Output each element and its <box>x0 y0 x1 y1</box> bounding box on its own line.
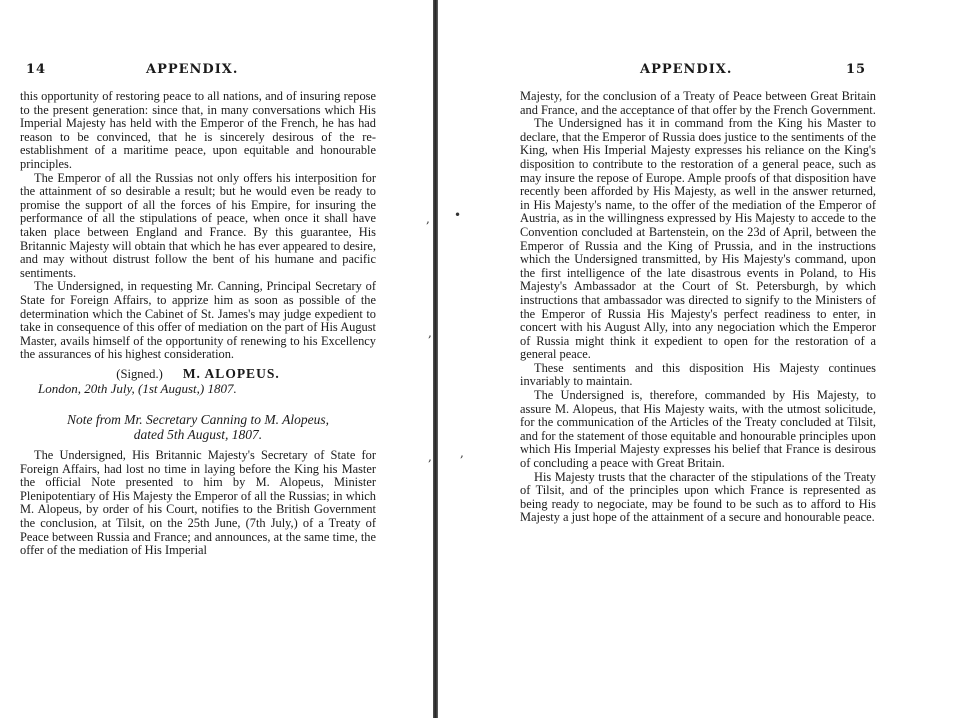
right-running-head: APPENDIX. <box>640 62 733 77</box>
paragraph: The Undersigned has it in command from the King his Master to declare, that the Emperor of Russia does justice to the sentiments of the King, when His Imperial Majesty expresses his reliance on the King's disposition to contribute to the restoration of a general peace, such as may insure the repose of Europe. Ample proofs of that disposition have recently been afforded by His Majesty, as well in the answer returned, in His Majesty's name, to the offer of the mediation of the Emperor of Austria, as in the willingness expressed by His Majesty to accede to the Convention concluded at Bartenstein, on the 23d of April, between the Emperor of Russia and the King of Prussia, and in the instructions which the Undersigned transmitted, by His Majesty's command, upon the first intelligence of the late disastrous events in Poland, to His Majesty's Ambassador at the Court of St. Petersburgh, by which instructions that ambassador was directed to signify to the Ministers of the Emperor of Russia His Majesty's perfect readiness to enter, in concert with his August Ally, into any negociation which the Emperor of Russia might think it expedient to open for the restoration of a general peace. <box>520 116 876 362</box>
left-page-number: 14 <box>26 62 47 77</box>
paragraph: The Undersigned, His Britannic Majesty's Secretary of State for Foreign Affairs, had lost no time in laying before the King his Master the official Note presented to him by M. Alopeus, Minister Plenipotentiary of His Majesty the Emperor of all the Russias; in which M. Alopeus, by order of his Court, notifies to the British Government the conclusion, at Tilsit, on the 25th June, (7th July,) of a Treaty of Peace between Russia and France; and announces, at the same time, the offer of the mediation of His Imperial <box>20 448 376 558</box>
left-page-body <box>20 90 376 558</box>
dateline: London, 20th July, (1st August,) 1807. <box>38 381 237 397</box>
signatory-name: M. ALOPEUS. <box>182 365 280 381</box>
paragraph: this opportunity of restoring peace to all nations, and of insuring repose to the present generation: since that, in many conversations which His Imperial Majesty has held with the Emperor of the French, he has had reason to be convinced, that he is sincerely desirous of the re-establishment of a maritime peace, upon equitable and honourable principles. <box>20 89 376 171</box>
right-page-body <box>520 90 876 525</box>
left-page <box>0 0 432 718</box>
note-title-line: Note from Mr. Secretary Canning to M. Alopeus, <box>67 412 329 428</box>
paragraph: Majesty, for the conclusion of a Treaty of Peace between Great Britain and France, and the acceptance of that offer by the French Government. <box>520 89 876 117</box>
margin-mark: , <box>428 326 432 340</box>
margin-mark: , <box>426 212 430 226</box>
right-page-number: 15 <box>846 62 867 77</box>
paragraph: The Undersigned is, therefore, commanded by His Majesty, to assure M. Alopeus, that His Majesty waits, with the utmost solicitude, for the communication of the Articles of the Treaty concluded at Tilsit, and for the statement of those equitable and honourable principles upon which His Imperial Majesty expresses his belief that France is desirous of concluding a peace with Great Britain. <box>520 388 876 471</box>
margin-mark: • <box>454 208 462 222</box>
note-title-line: dated 5th August, 1807. <box>133 427 263 443</box>
margin-mark: , <box>460 446 464 460</box>
right-page <box>444 0 980 718</box>
note-title <box>20 412 376 442</box>
paragraph: His Majesty trusts that the character of the stipulations of the Treaty of Tilsit, and of the principles upon which France is represented as being ready to negociate, may be found to be such as to afford to His Majesty a just hope of the attainment of a secure and honourable peace. <box>520 469 876 525</box>
paragraph: The Emperor of all the Russias not only offers his interposition for the attainment of so desirable a result; but he would even be ready to promise the support of all the forces of his Empire, for insuring the performance of all the stipulations of peace, when once it shall have taken place between England and France. By this guarantee, His Britannic Majesty will obtain that which he has ever appeared to desire, and may without distrust follow the bent of his humane and pacific sentiments. <box>20 170 376 280</box>
book-gutter <box>433 0 438 718</box>
left-running-head: APPENDIX. <box>146 62 239 77</box>
paragraph: These sentiments and this disposition His Majesty continues invariably to maintain. <box>520 360 876 389</box>
margin-mark: , <box>428 450 432 464</box>
signed-label: (Signed.) <box>116 366 163 381</box>
paragraph: The Undersigned, in requesting Mr. Canning, Principal Secretary of State for Foreign Affairs, to apprize him as soon as possible of the determination which the Cabinet of St. James's may judge expedient to take in consequence of this offer of mediation on the part of His August Master, avails himself of the opportunity of renewing to his Excellency the assurances of his highest consideration. <box>20 279 376 362</box>
signature-line <box>20 367 376 382</box>
